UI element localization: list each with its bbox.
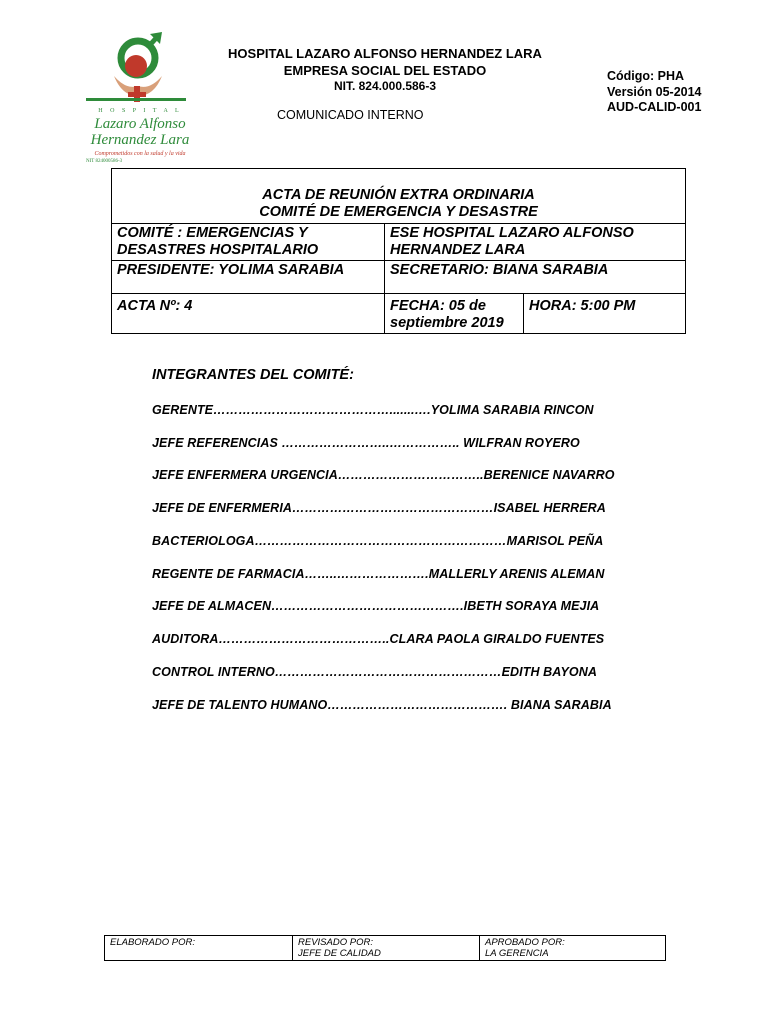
fecha-line1: FECHA: 05 de — [390, 298, 486, 314]
secretario-cell: SECRETARIO: BIANA SARABIA — [385, 261, 686, 294]
members-title: INTEGRANTES DEL COMITÉ: — [152, 367, 354, 383]
doc-aud-code: AUD-CALID-001 — [607, 100, 702, 114]
member-line: CONTROL INTERNO………………………………………………EDITH BAYONA — [152, 665, 598, 679]
logo-nit: NIT 824000586-3 — [86, 159, 123, 164]
revisado-value: JEFE DE CALIDAD — [298, 948, 381, 959]
doc-code: Código: PHA — [607, 69, 685, 83]
member-line: REGENTE DE FARMACIA……..………………….MALLERLY ARENIS ALEMAN — [152, 567, 605, 581]
fecha-cell — [385, 294, 524, 334]
comite-line2: DESASTRES HOSPITALARIO — [117, 242, 319, 258]
revisado-label: REVISADO POR: — [298, 937, 373, 948]
elaborado-cell — [105, 936, 293, 961]
member-line: JEFE DE ALMACEN……………………………………….IBETH SORAYA MEJIA — [152, 599, 600, 613]
member-line: GERENTE…………………………………….......….YOLIMA SARABIA RINCON — [152, 403, 594, 417]
revisado-cell — [293, 936, 480, 961]
acta-title-cell — [112, 169, 686, 224]
comite-line1: COMITÉ : EMERGENCIAS Y — [117, 225, 308, 241]
aprobado-value: LA GERENCIA — [485, 948, 549, 959]
elaborado-label: ELABORADO POR: — [110, 937, 195, 948]
member-line: JEFE ENFERMERA URGENCIA……………………………..BERENICE NAVARRO — [152, 468, 615, 482]
ese-cell — [385, 224, 686, 261]
hora-cell: HORA: 5:00 PM — [524, 294, 686, 334]
approval-footer-table — [104, 935, 666, 961]
acta-title-line2: COMITÉ DE EMERGENCIA Y DESASTRE — [259, 204, 538, 220]
aprobado-cell — [480, 936, 666, 961]
acta-number-cell: ACTA Nº: 4 — [112, 294, 385, 334]
logo-name-line1: Lazaro Alfonso — [94, 116, 186, 132]
acta-title-line1: ACTA DE REUNIÓN EXTRA ORDINARIA — [262, 187, 535, 203]
aprobado-label: APROBADO POR: — [485, 937, 565, 948]
logo-hospital-word: H O S P I T A L — [98, 108, 182, 114]
fecha-line2: septiembre 2019 — [390, 315, 504, 331]
hospital-nit: NIT. 824.000.586-3 — [333, 79, 437, 93]
member-line: AUDITORA…………………………………..CLARA PAOLA GIRALDO FUENTES — [152, 632, 605, 646]
member-line: JEFE DE ENFERMERIA…………………………………………ISABEL HERRERA — [152, 501, 606, 515]
comite-cell — [112, 224, 385, 261]
acta-table — [111, 168, 686, 334]
logo-slogan: Comprometidos con la salud y la vida — [94, 151, 186, 157]
doc-version: Versión 05-2014 — [607, 85, 702, 99]
hospital-subtitle: EMPRESA SOCIAL DEL ESTADO — [283, 63, 487, 78]
member-line: JEFE REFERENCIAS ……………………..…………….. WILFRAN ROYERO — [152, 436, 580, 450]
doc-type: COMUNICADO INTERNO — [277, 108, 424, 122]
logo-name-line2: Hernandez Lara — [90, 132, 190, 148]
ese-line2: HERNANDEZ LARA — [390, 242, 526, 258]
hospital-title: HOSPITAL LAZARO ALFONSO HERNANDEZ LARA — [228, 46, 542, 61]
member-line: BACTERIOLOGA……………………………………………………MARISOL PEÑA — [152, 534, 604, 548]
presidente-cell: PRESIDENTE: YOLIMA SARABIA — [112, 261, 385, 294]
member-line: JEFE DE TALENTO HUMANO……………………………………. BIANA SARABIA — [152, 698, 612, 712]
ese-line1: ESE HOSPITAL LAZARO ALFONSO — [390, 225, 634, 241]
